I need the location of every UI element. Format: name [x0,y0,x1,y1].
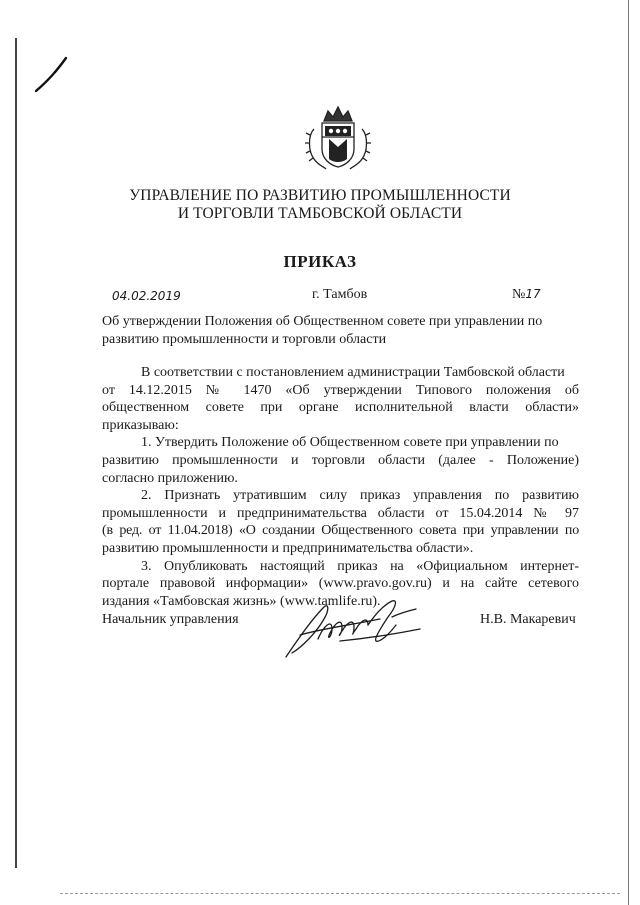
pen-stroke-mark [30,55,70,95]
handwritten-signature [280,595,430,665]
subject-line: развитию промышленности и торговли области [102,331,387,347]
document-subject [102,313,582,348]
subject-line: Об утверждении Положения об Общественном совете при управлении по [102,314,543,329]
org-name-line-2: И ТОРГОВЛИ ТАМБОВСКОЙ ОБЛАСТИ [177,205,463,222]
body-line: издания «Тамбовская жизнь» (www.tamlife.ru). [102,593,381,609]
item-1-paragraph [102,434,579,487]
preamble-paragraph [102,364,579,434]
document-city: г. Тамбов [312,287,368,302]
signatory-position: Начальник управления [102,612,239,627]
body-line: 3. Опубликовать настоящий приказ на «Официальном интернет- [141,558,579,574]
org-name-line-1: УПРАВЛЕНИЕ ПО РАЗВИТИЮ ПРОМЫШЛЕННОСТИ [129,187,511,204]
item-2-paragraph [102,487,579,557]
signatory-name: Н.В. Макаревич [480,612,576,627]
body-line: общественном совете при органе исполнительной власти области» [102,400,579,416]
body-line: (в ред. от 11.04.2018) «О создании Общественного совета при управлении по [102,523,579,539]
document-title: ПРИКАЗ [283,252,357,271]
body-line: промышленности и предпринимательства области от 15.04.2014 № 97 [102,505,579,521]
body-line: портале правовой информации» (www.pravo.gov.ru) и на сайте сетевого [102,576,579,592]
body-line: согласно приложению. [102,470,238,486]
coat-of-arms-icon [302,103,374,173]
body-line: от 14.12.2015 № 1470 «Об утверждении Типового положения об [102,382,579,398]
body-line: В соответствии с постановлением администрации Тамбовской области [141,365,565,380]
body-line: 2. Признать утратившим силу приказ управления по развитию [141,488,579,504]
document-date: 04.02.2019 [112,289,181,303]
document-number: 17 [525,287,541,301]
body-line: развитию промышленности и предпринимательства области». [102,540,474,556]
document-number-block [512,287,541,303]
document-body [102,364,579,610]
body-line: развитию промышленности и торговли области (далее - Положение) [102,452,579,468]
body-line: приказываю: [102,417,179,433]
scan-edge-right [628,0,629,905]
scan-edge-left [15,38,17,868]
number-sign: № [512,287,526,302]
scan-noise [60,893,620,896]
body-line: 1. Утвердить Положение об Общественном совете при управлении по [141,435,559,451]
